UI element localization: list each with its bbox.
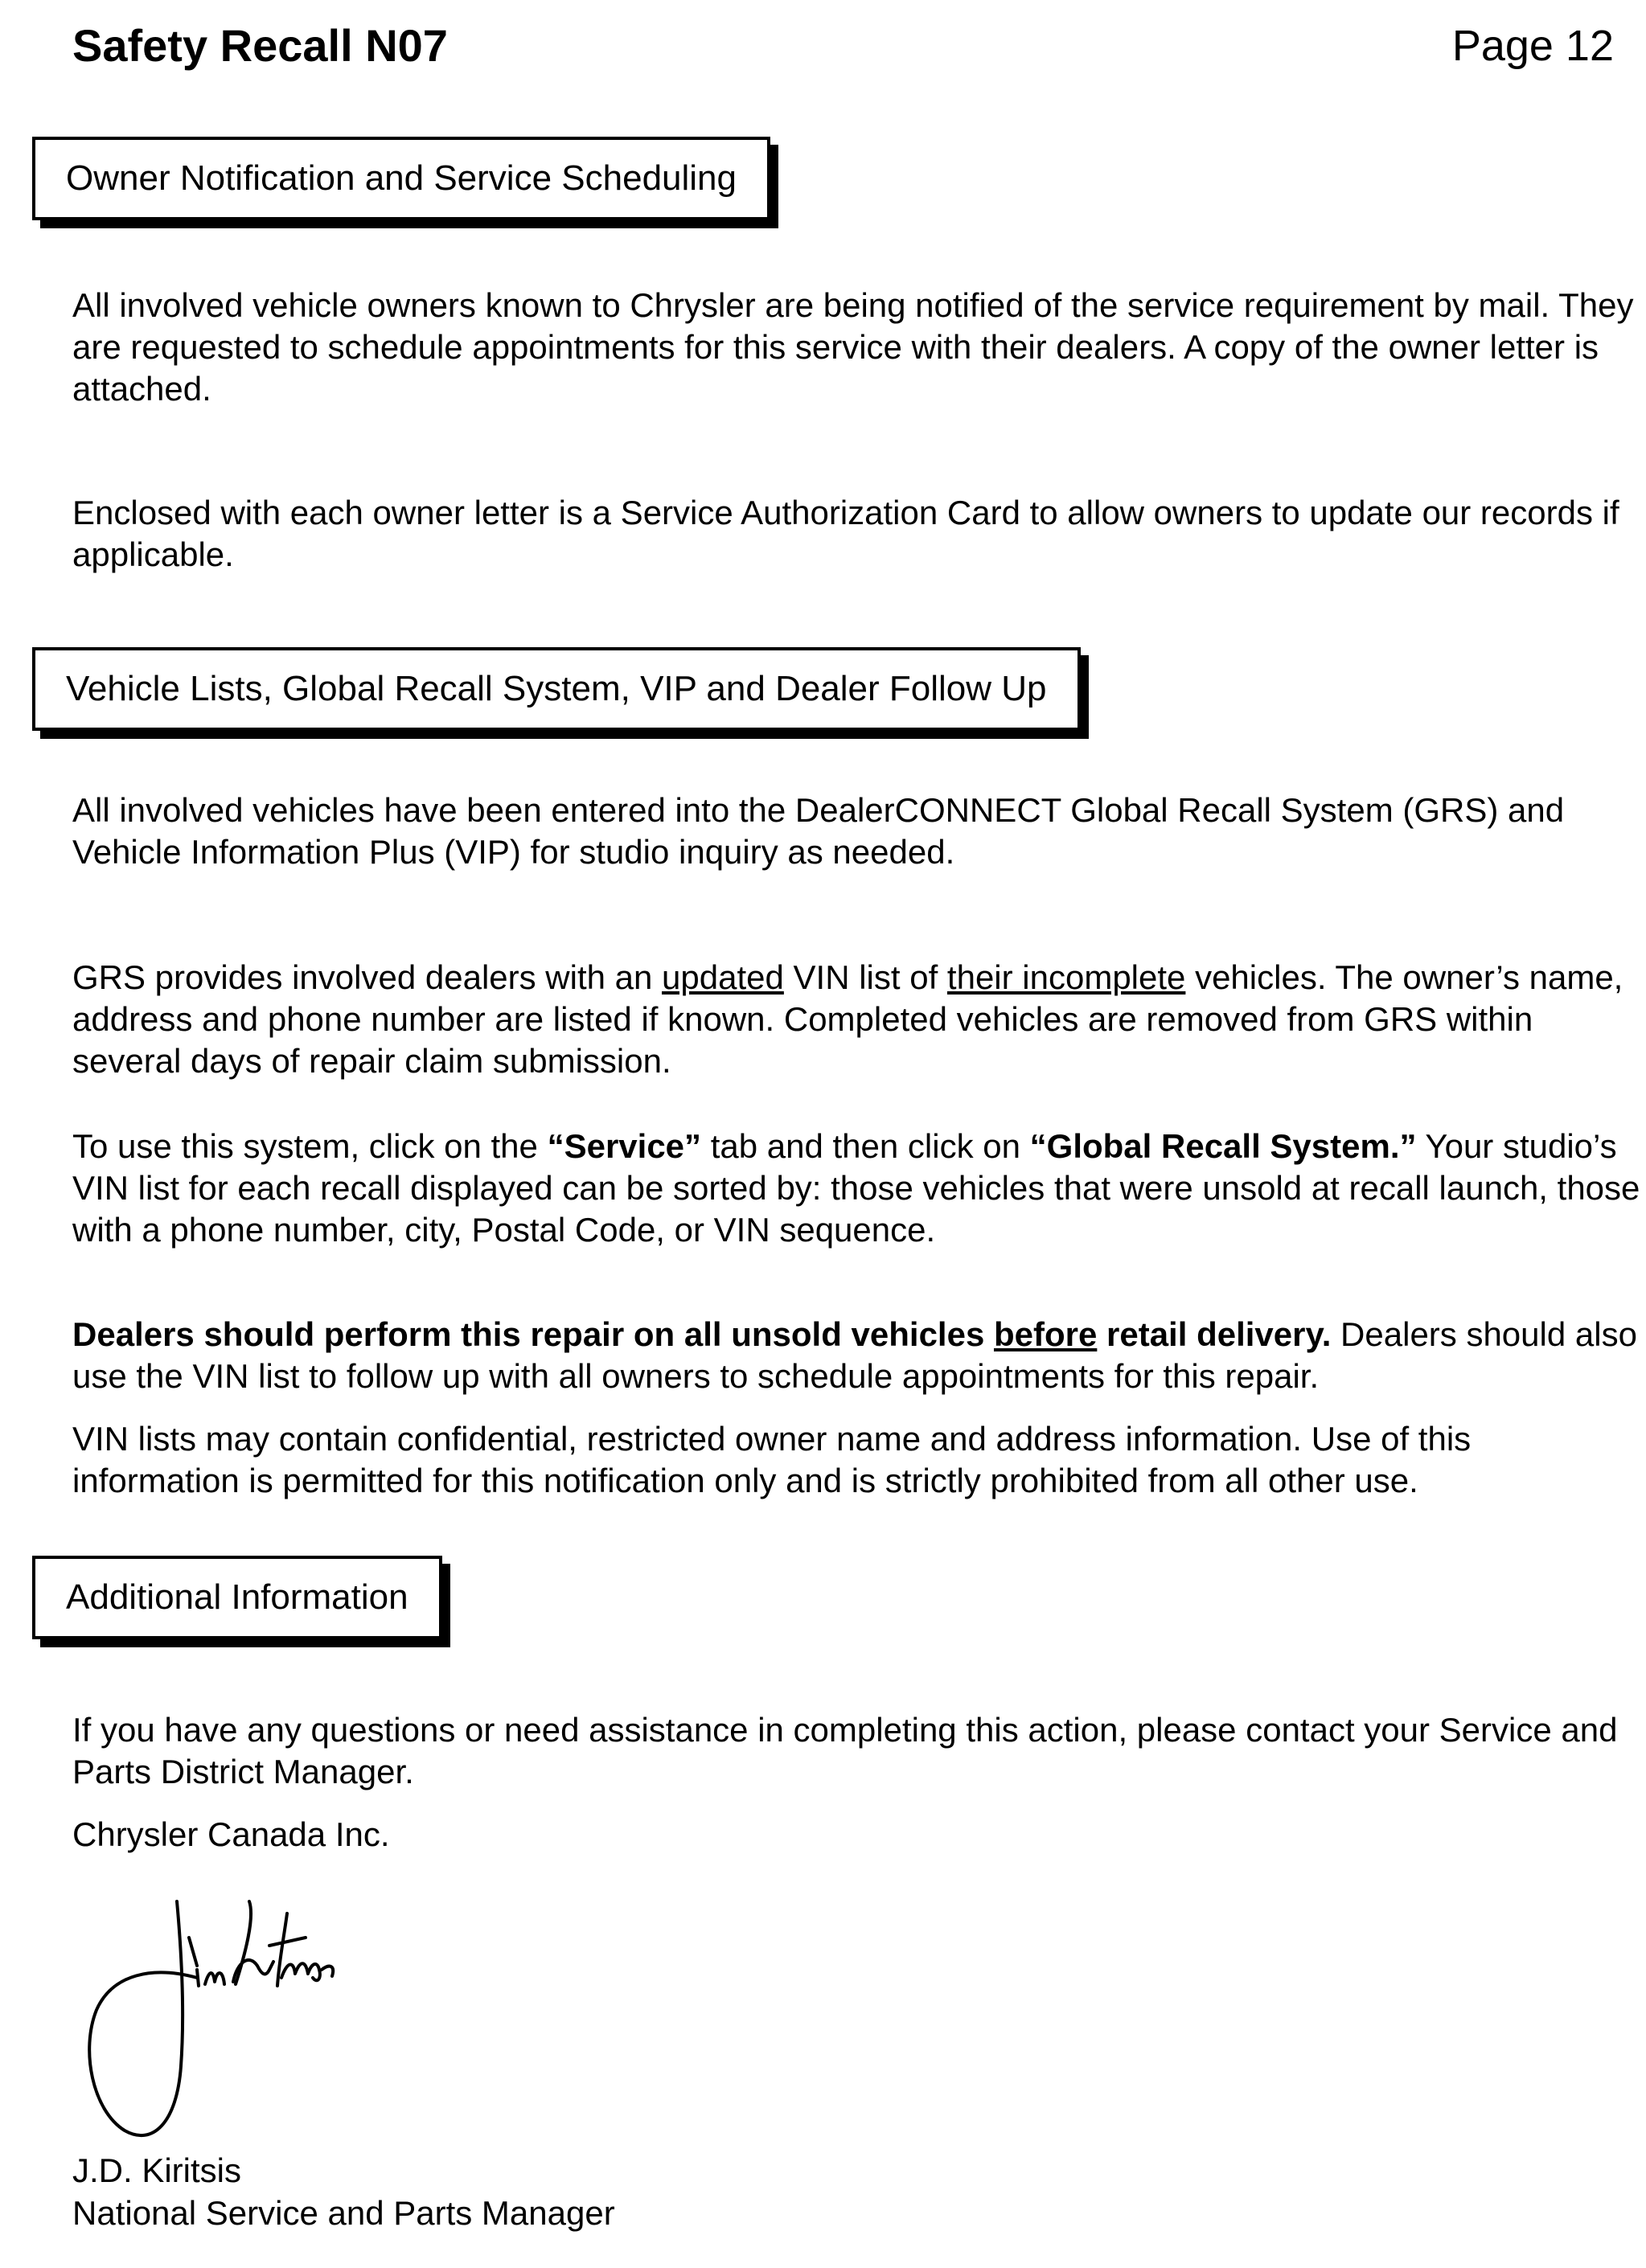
- underlined-their-incomplete: their incomplete: [946, 958, 1186, 996]
- section-heading-owner-notification: Owner Notification and Service Scheduling: [32, 137, 770, 220]
- signer-title: National Service and Parts Manager: [72, 2194, 615, 2232]
- authorization-card-paragraph: Enclosed with each owner letter is a Service Authorization Card to allow owners to update our records if applicable.: [72, 494, 1619, 573]
- company-name: Chrysler Canada Inc.: [72, 1815, 390, 1853]
- vehicles-entered-paragraph: All involved vehicles have been entered into the DealerCONNECT Global Recall System (GRS) and Vehicle Information Plus (VIP) for studio inquiry as needed.: [72, 791, 1565, 871]
- grs-text-a: GRS provides involved dealers with an: [72, 958, 663, 996]
- system-usage-paragraph: [72, 1126, 1640, 1251]
- usage-text-b: tab and then click on: [701, 1127, 1030, 1165]
- grs-paragraph: [72, 957, 1640, 1082]
- section-heading-additional-information: Additional Information: [32, 1556, 442, 1639]
- dealer-repair-text: Dealers should also use the VIN list to follow up with all owners to schedule appointments for this repair.: [72, 1315, 1637, 1395]
- owner-notification-paragraph: All involved vehicle owners known to Chrysler are being notified of the service requirement by mail. They are requested to schedule appointments for this service with their dealers. A copy of the owner letter is attached.: [72, 286, 1634, 408]
- dealer-repair-bold-b: retail delivery.: [1097, 1315, 1332, 1353]
- document-title: Safety Recall N07: [72, 20, 448, 71]
- dealer-repair-paragraph: [72, 1314, 1640, 1397]
- page-number: Page 12: [1451, 22, 1614, 70]
- usage-text-a: To use this system, click on the: [72, 1127, 548, 1165]
- page-header: [72, 18, 1614, 74]
- signature-image: [76, 1889, 398, 2155]
- section-heading-vehicle-lists: Vehicle Lists, Global Recall System, VIP and Dealer Follow Up: [32, 647, 1081, 731]
- grs-text-c: vehicles. The owner’s name, address and phone number are listed if known. Completed vehicles are removed from GRS within several days of repair claim submission.: [72, 958, 1623, 1080]
- signer-name: J.D. Kiritsis: [72, 2151, 241, 2189]
- contact-paragraph: If you have any questions or need assistance in completing this action, please contact your Service and Parts District Manager.: [72, 1711, 1618, 1790]
- global-recall-system-label: “Global Recall System.”: [1029, 1127, 1417, 1165]
- dealer-repair-bold-a: Dealers should perform this repair on all unsold vehicles: [72, 1315, 994, 1353]
- grs-text-b: VIN list of: [783, 958, 947, 996]
- underlined-updated: updated: [662, 958, 784, 996]
- vin-confidential-paragraph: VIN lists may contain confidential, restricted owner name and address information. Use of this information is permitted for this notification only and is strictly prohibited from all other use.: [72, 1420, 1472, 1499]
- usage-text-c: Your studio’s VIN list for each recall displayed can be sorted by: those vehicles that were unsold at recall launch, those with a phone number, city, Postal Code, or VIN sequence.: [72, 1127, 1640, 1249]
- service-tab-label: “Service”: [547, 1127, 702, 1165]
- underlined-before: before: [993, 1315, 1098, 1353]
